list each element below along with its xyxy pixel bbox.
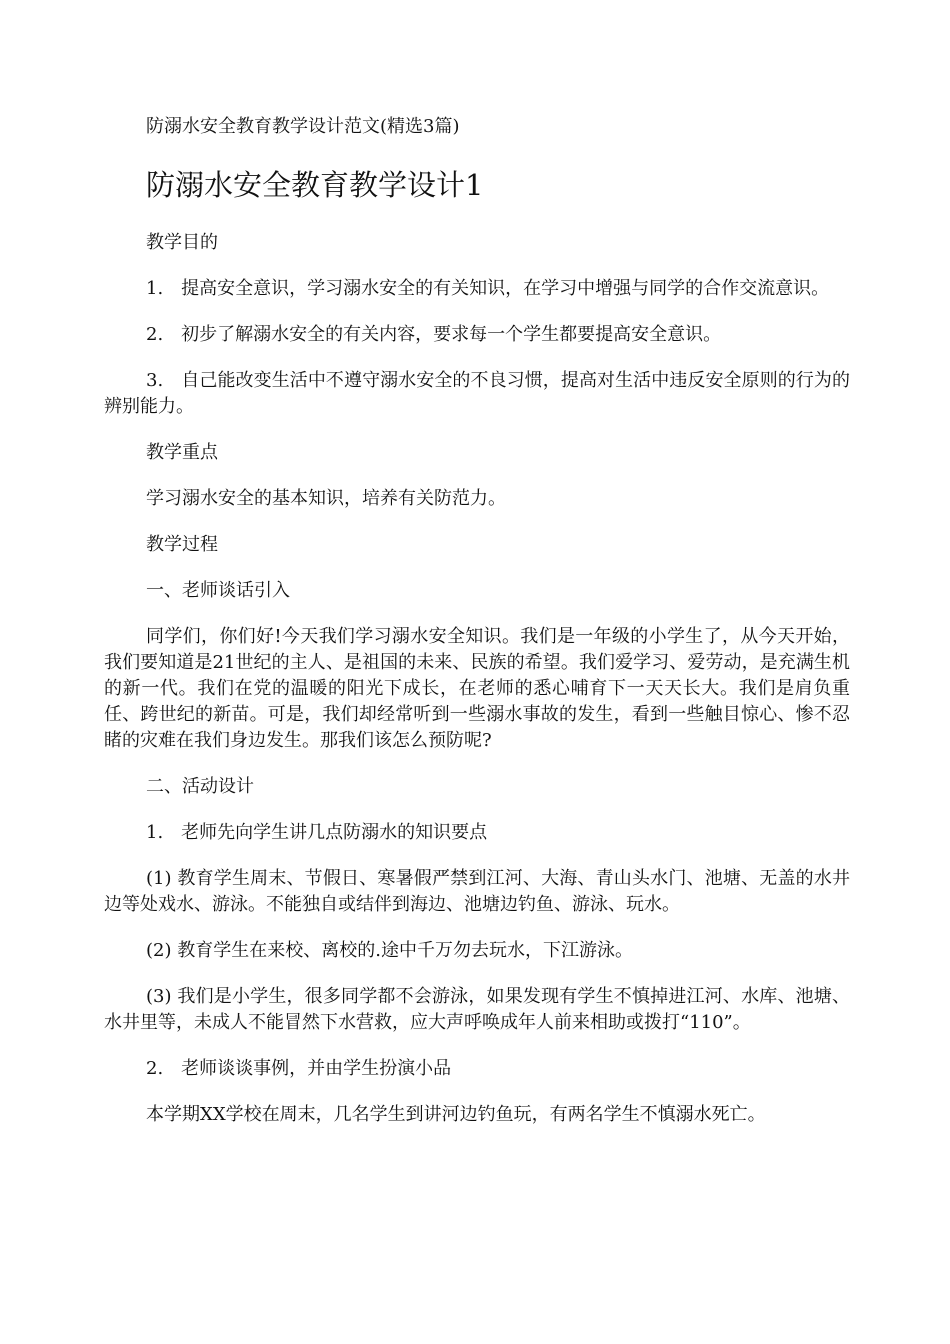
paragraph-key-points: 学习溺水安全的基本知识，培养有关防范力。 <box>146 488 506 509</box>
paragraph-part-1-title: 一、老师谈话引入 <box>146 580 290 601</box>
section-heading: 防溺水安全教育教学设计1 <box>146 168 484 202</box>
paragraph-intro-speech: 同学们，你们好!今天我们学习溺水安全知识。我们是一年级的小学生了，从今天开始，我们要知道是21世纪的主人、是祖国的未来、民族的希望。我们爱学习、爱劳动，是充满生机的新一代。我们在党的温暖的阳光下成长，在老师的悉心哺育下一天天长大。我们是肩负重任、跨世纪的新苗。可是，我们却经常听到一些溺水事故的发生，看到一些触目惊心、惨不忍睹的灾难在我们身边发生。那我们该怎么预防呢? <box>104 626 850 751</box>
paragraph-teaching-goal-label: 教学目的 <box>146 232 218 253</box>
paragraph-process-label: 教学过程 <box>146 534 218 555</box>
paragraph-activity-1: 1. 老师先向学生讲几点防溺水的知识要点 <box>146 822 488 843</box>
paragraph-goal-3: 3. 自己能改变生活中不遵守溺水安全的不良习惯，提高对生活中违反安全原则的行为的辨别能力。 <box>104 370 850 417</box>
document-page <box>104 100 850 1128</box>
document-title: 防溺水安全教育教学设计范文(精选3篇) <box>146 116 460 137</box>
paragraph-activity-2: 2. 老师谈谈事例，并由学生扮演小品 <box>146 1058 452 1079</box>
paragraph-rule-2: (2) 教育学生在来校、离校的.途中千万勿去玩水，下江游泳。 <box>146 940 633 961</box>
paragraph-rule-1: (1) 教育学生周末、节假日、寒暑假严禁到江河、大海、青山头水门、池塘、无盖的水井边等处戏水、游泳。不能独自或结伴到海边、池塘边钓鱼、游泳、玩水。 <box>104 868 850 915</box>
paragraph-case-story: 本学期XX学校在周末，几名学生到讲河边钓鱼玩，有两名学生不慎溺水死亡。 <box>146 1104 766 1125</box>
paragraph-goal-2: 2. 初步了解溺水安全的有关内容，要求每一个学生都要提高安全意识。 <box>146 324 722 345</box>
paragraph-key-points-label: 教学重点 <box>146 442 218 463</box>
paragraph-rule-3: (3) 我们是小学生，很多同学都不会游泳，如果发现有学生不慎掉进江河、水库、池塘、水井里等，未成人不能冒然下水营救，应大声呼唤成年人前来相助或拨打“110”。 <box>104 986 850 1033</box>
paragraph-part-2-title: 二、活动设计 <box>146 776 254 797</box>
paragraph-goal-1: 1. 提高安全意识，学习溺水安全的有关知识，在学习中增强与同学的合作交流意识。 <box>146 278 830 299</box>
